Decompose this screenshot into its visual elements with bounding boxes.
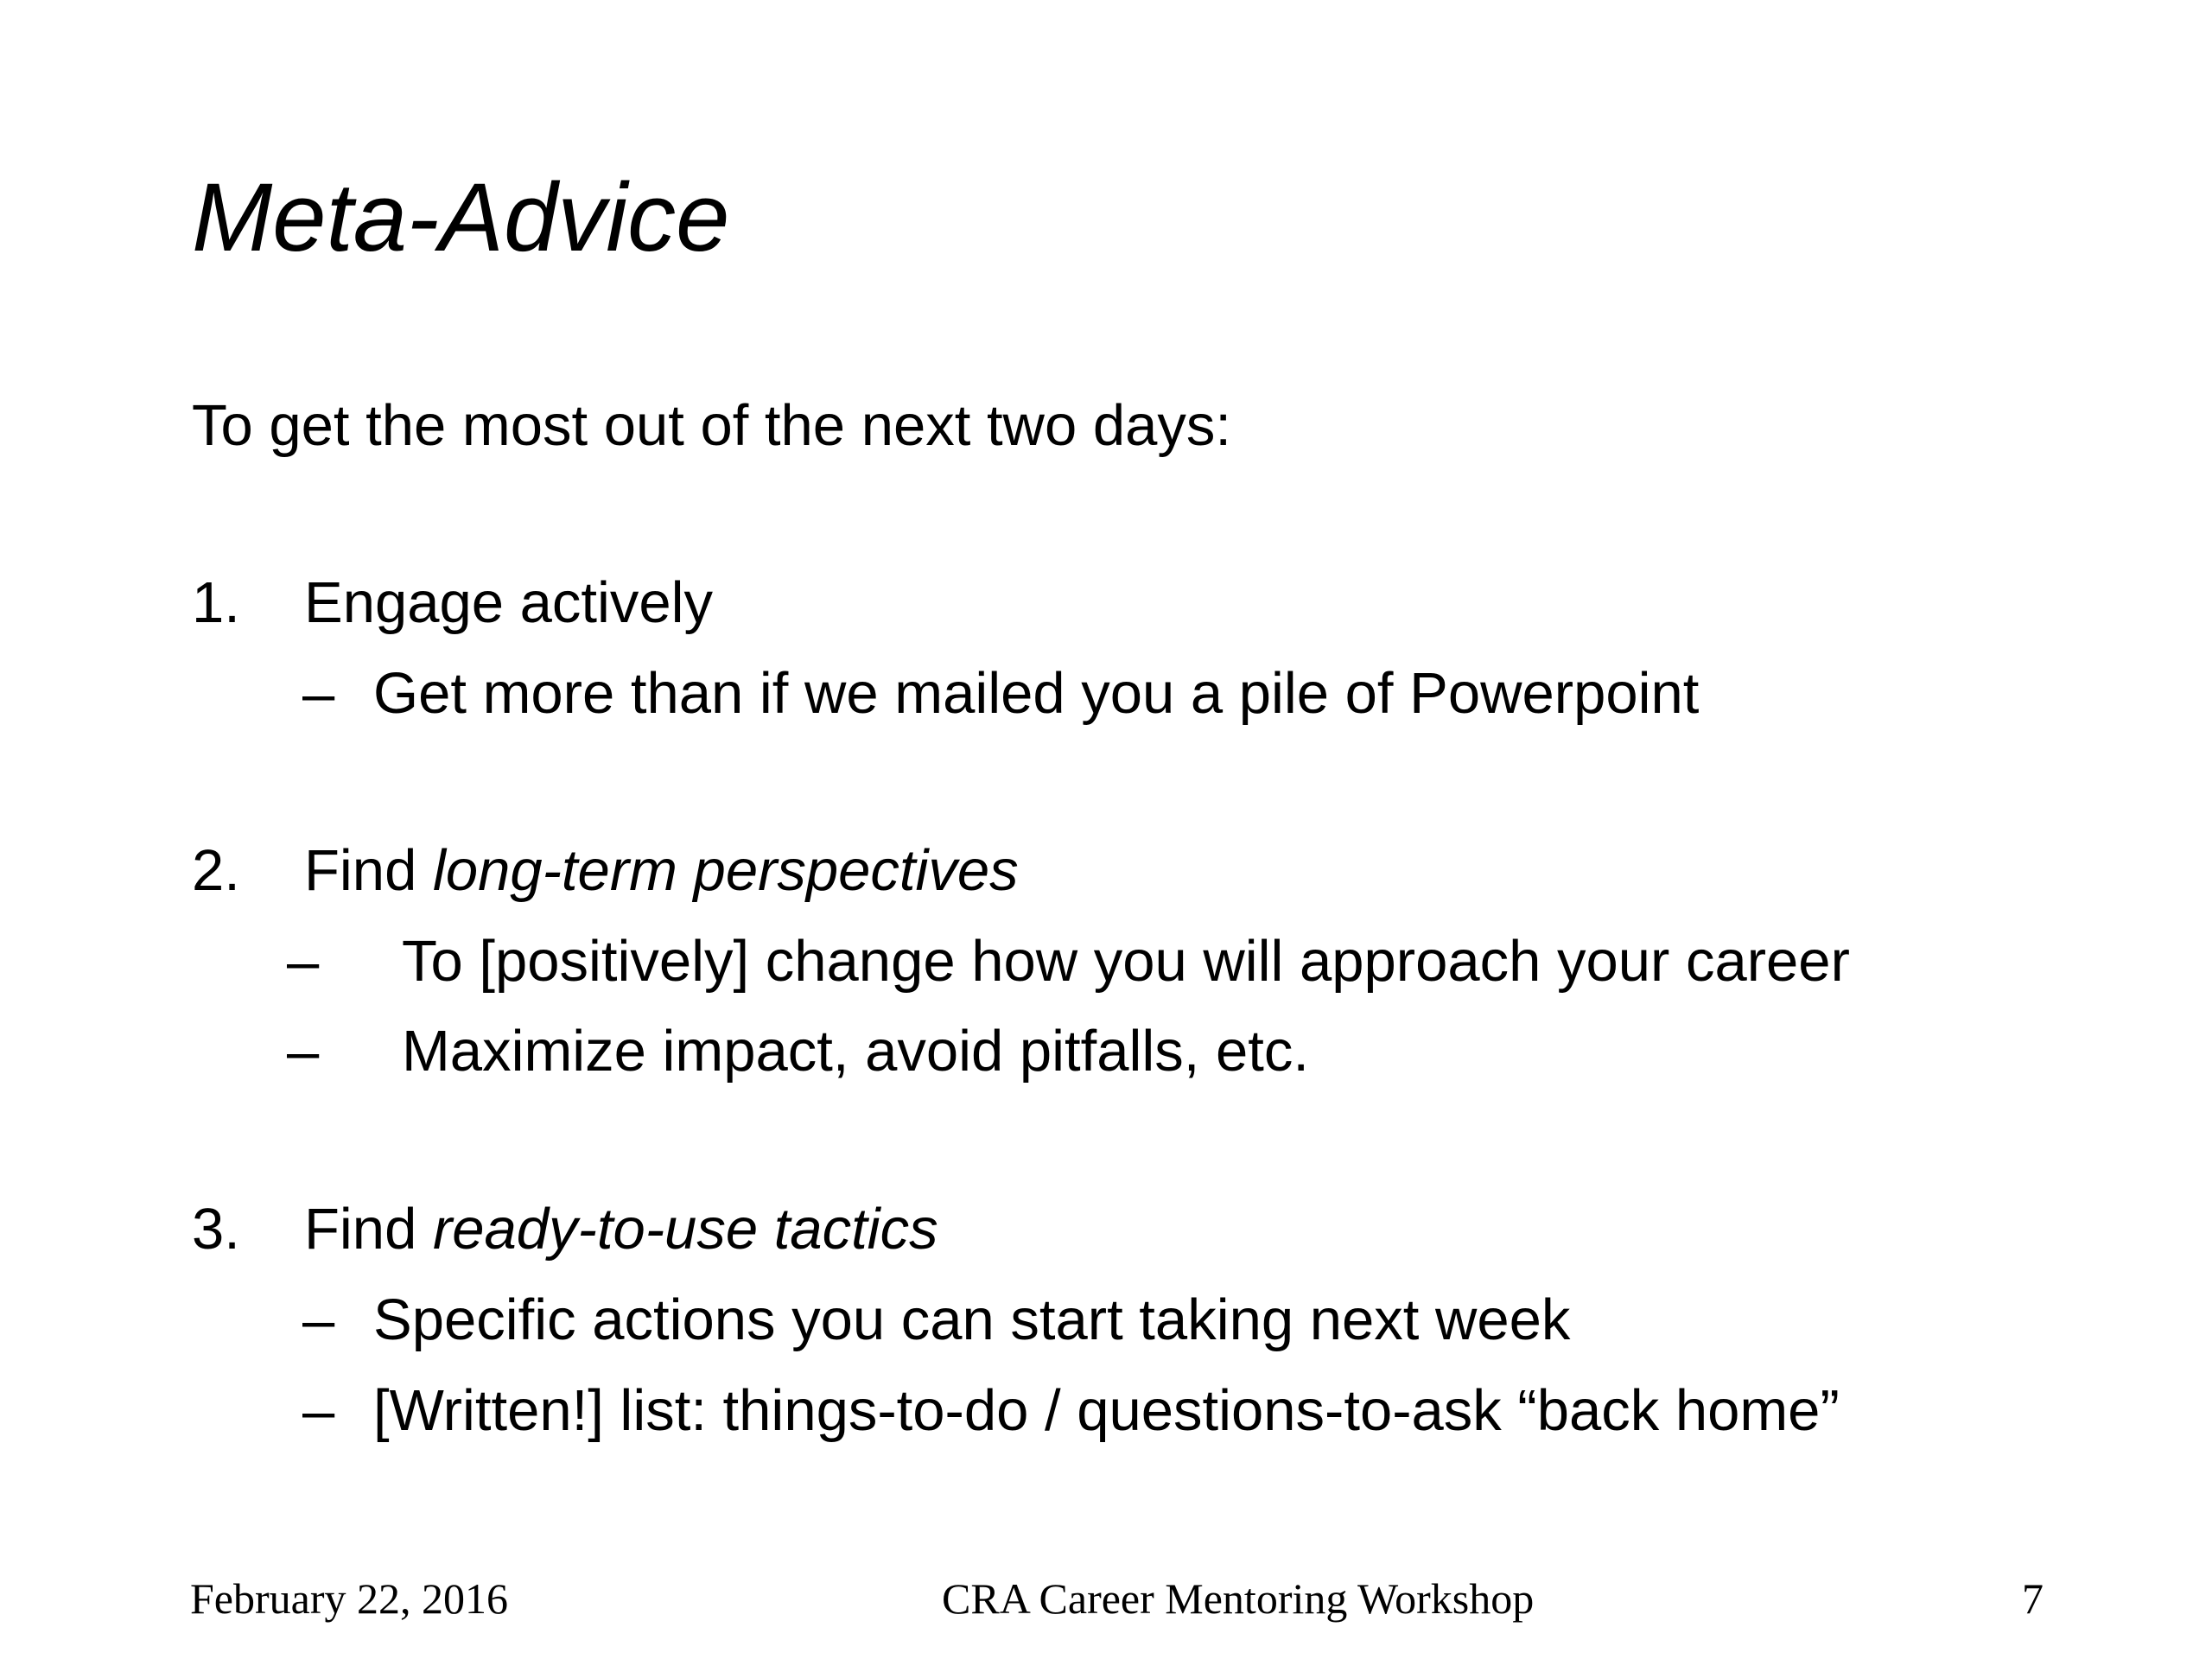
slide-title: Meta-Advice <box>192 163 730 271</box>
item-lead: Find <box>304 1197 433 1262</box>
item-number: 1. <box>192 570 240 635</box>
item-emphasis: long-term perspectives <box>432 838 1019 903</box>
subitem-text: To [positively] change how you will approach your career <box>402 929 1850 994</box>
subitem-text: Specific actions you can start taking next week <box>373 1287 1571 1352</box>
subitem-text: Maximize impact, avoid pitfalls, etc. <box>402 1019 1310 1084</box>
subitem-text: Get more than if we mailed you a pile of Powerpoint <box>373 661 1700 726</box>
item-heading <box>304 564 713 642</box>
intro-text: To get the most out of the next two days: <box>192 393 1231 458</box>
item-lead: Engage actively <box>304 570 714 635</box>
subitem-dash: – <box>302 1378 335 1443</box>
subitem-text: [Written!] list: things-to-do / questions-to-ask “back home” <box>373 1378 1840 1443</box>
item-lead: Find <box>304 838 433 903</box>
subitem-dash: – <box>302 1287 335 1352</box>
footer-date: February 22, 2016 <box>190 1574 508 1623</box>
item-number: 2. <box>192 838 240 903</box>
item-heading <box>304 832 1019 910</box>
footer-event-name: CRA Career Mentoring Workshop <box>942 1574 1535 1623</box>
item-emphasis: ready-to-use tactics <box>432 1197 938 1262</box>
subitem-dash: – <box>302 661 335 726</box>
item-heading <box>304 1191 938 1268</box>
item-number: 3. <box>192 1197 240 1262</box>
subitem-dash: – <box>287 1019 320 1084</box>
subitem-dash: – <box>287 929 320 994</box>
footer-page-number: 7 <box>2022 1574 2044 1623</box>
